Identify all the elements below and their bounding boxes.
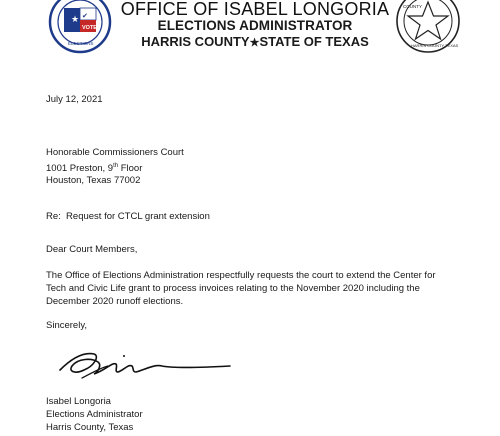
county-seal (395, 0, 461, 54)
state-name: STATE OF TEXAS (259, 34, 369, 49)
letterhead (120, 0, 390, 51)
recipient-city: Houston, Texas 77002 (46, 175, 141, 186)
signer-name: Isabel Longoria (46, 396, 111, 407)
office-subtitle: ELECTIONS ADMINISTRATOR (157, 18, 353, 33)
recipient-address: 1001 Preston, 9th Floor (46, 163, 143, 175)
subject-line: Re: Request for CTCL grant extension (46, 211, 210, 222)
letter-date: July 12, 2021 (46, 94, 103, 105)
body-paragraph: The Office of Elections Administration respectfully requests the court to extend the Center for Tech and Civic Life grant to process invoices relating to the November 2020 including the December 2020 runoff elections. (46, 270, 436, 307)
elections-seal (48, 0, 112, 54)
signer-org: Harris County, Texas (46, 422, 134, 433)
signer-title: Elections Administrator (46, 409, 143, 420)
star-separator-icon: ★ (249, 37, 260, 49)
office-title: OFFICE OF ISABEL LONGORIA (120, 0, 390, 19)
svg-text:✔: ✔ (82, 13, 88, 20)
recipient-name: Honorable Commissioners Court (46, 147, 184, 158)
seal-vote-text: VOTE (82, 25, 97, 31)
svg-text:★: ★ (71, 14, 80, 24)
closing: Sincerely, (46, 320, 88, 331)
county-state-line (120, 34, 390, 51)
seal-elections-arc: ELECTIONS (68, 41, 94, 46)
county-name: HARRIS COUNTY (141, 34, 250, 49)
seal-county-arc: COUNTY (403, 4, 422, 9)
salutation: Dear Court Members, (46, 244, 138, 255)
seal-harris-arc: HARRIS COUNTY TEXAS (411, 43, 459, 48)
signature (54, 348, 234, 382)
